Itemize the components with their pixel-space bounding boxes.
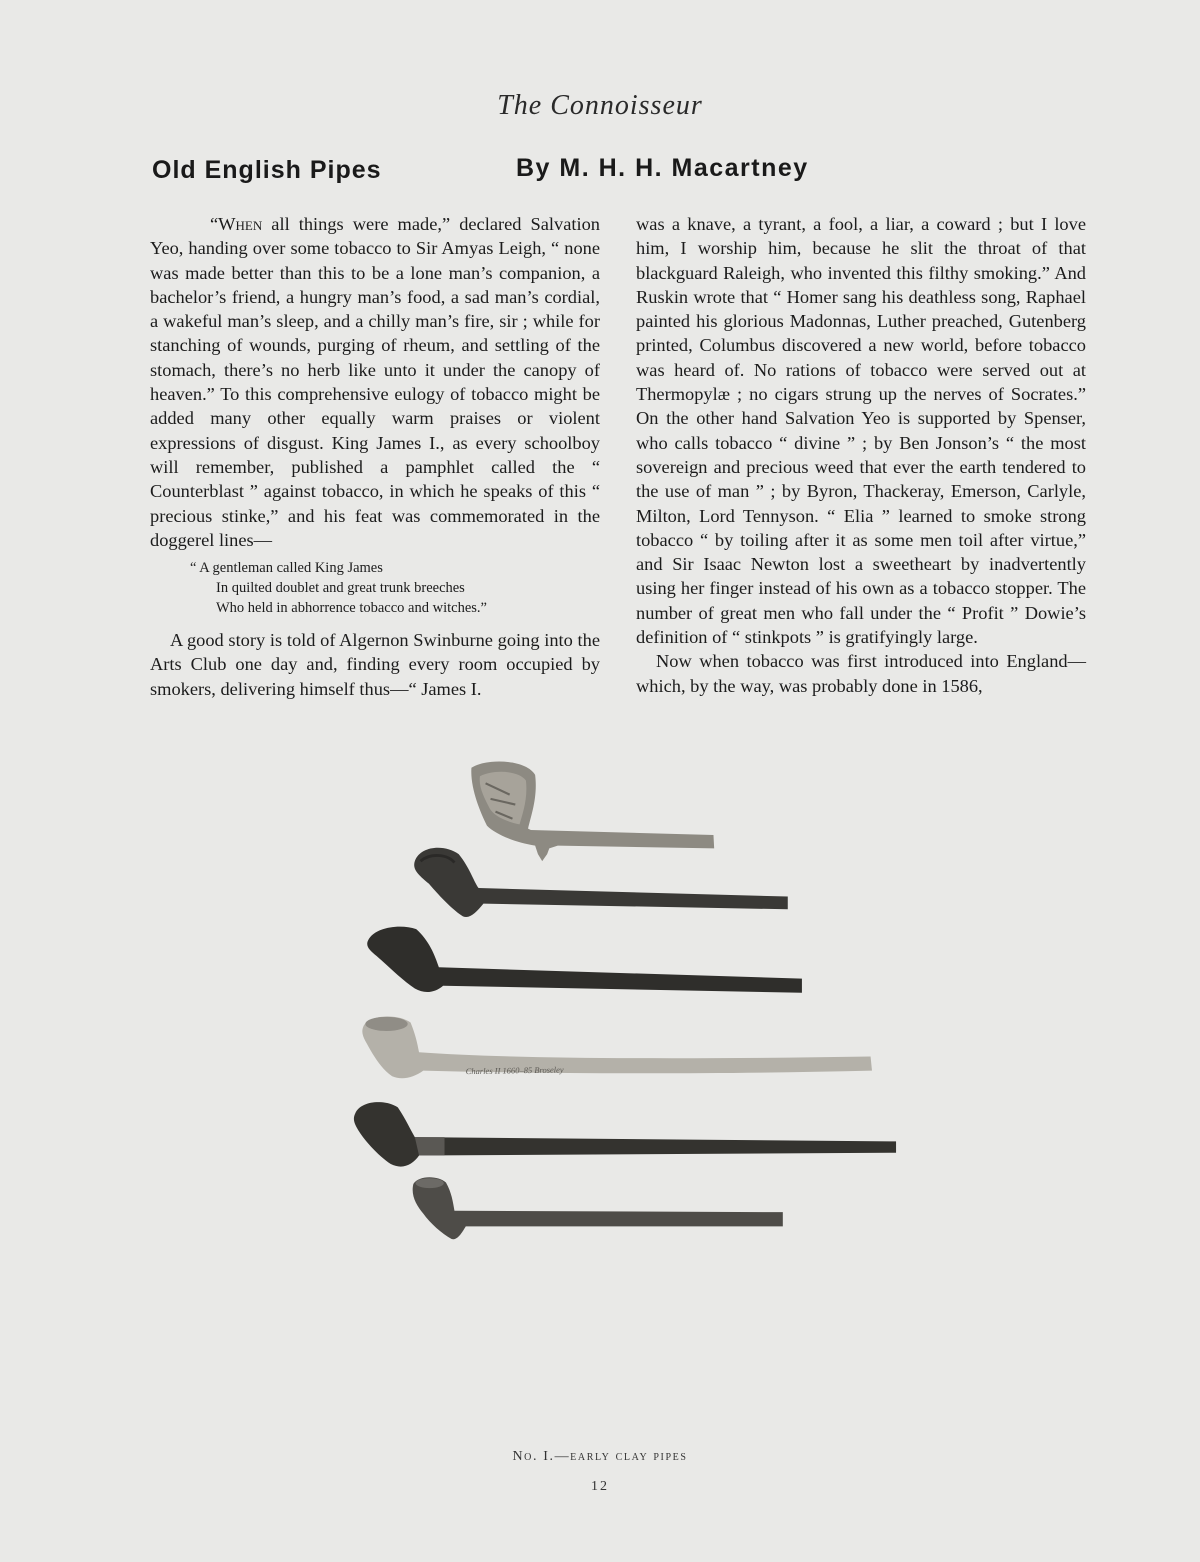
running-head: The Connoisseur <box>497 90 703 121</box>
verse-line-3: Who held in abhorrence tobacco and witches.” <box>216 600 487 617</box>
pipe-4 <box>362 1016 872 1078</box>
left-paragraph-1 <box>150 212 600 552</box>
pipe-6 <box>413 1177 783 1239</box>
right-paragraph-2: Now when tobacco was first introduced into England—which, by the way, was probably done in 1586, <box>636 651 1086 696</box>
pipe-inscription: Charles II 1660–85 Broseley <box>465 1064 564 1077</box>
pipe-2 <box>414 848 788 917</box>
right-column <box>636 212 1086 698</box>
left-paragraph-2: A good story is told of Algernon Swinburne going into the Arts Club one day and, finding every room occupied by smokers, delivering himself thus—“ James I. <box>150 630 600 699</box>
verse-line-1: “ A gentleman called King James <box>190 560 383 577</box>
drop-word: “When <box>210 214 263 234</box>
figure-caption <box>0 1449 1200 1465</box>
left-column <box>150 212 600 701</box>
verse-line-2: In quilted doublet and great trunk breeches <box>216 580 465 597</box>
figure-caption-text: No. I.—early clay pipes <box>512 1449 688 1464</box>
left-paragraph-1-text: all things were made,” declared Salvation Yeo, handing over some tobacco to Sir Amyas Leigh, “ none was made better than this to be a lone man’s companion, a bachelor’s friend, a hungry man’s food, a sad man’s cordial, a wakeful man’s sleep, and a chilly man’s fire, sir ; while for stanching of wounds, purging of rheum, and settling of the stomach, there’s no herb like unto it under the canopy of heaven.” To this comprehensive eulogy of tobacco might be added many other equally warm praises or violent expressions of disgust. King James I., as every schoolboy will remember, published a pamphlet called the “ Counterblast ” against tobacco, in which he speaks of this “ precious stinke,” and his feat was commemorated in the doggerel lines— <box>150 214 600 550</box>
byline: By M. H. H. Macartney <box>516 154 809 182</box>
pipe-3 <box>367 927 802 993</box>
pipe-5 <box>354 1102 896 1167</box>
article-title: Old English Pipes <box>152 156 382 184</box>
clay-pipes-figure <box>230 755 1020 1445</box>
verse-quotation <box>190 558 600 618</box>
page-number: 12 <box>591 1479 609 1494</box>
pipe-1 <box>471 761 714 861</box>
right-paragraph-1: was a knave, a tyrant, a fool, a liar, a coward ; but I love him, I worship him, because he slit the throat of that blackguard Raleigh, who invented this filthy smoking.” And Ruskin wrote that “ Homer sang his deathless song, Raphael painted his glorious Madonnas, Luther preached, Gutenberg printed, Columbus discovered a new world, before tobacco was heard of. No rations of tobacco were served out at Thermopylæ ; no cigars strung up the nerves of Socrates.” On the other hand Salvation Yeo is supported by Spenser, who calls tobacco “ divine ” ; by Ben Jonson’s “ the most sovereign and precious weed that ever the earth tendered to the use of man ” ; by Byron, Thackeray, Emerson, Carlyle, Milton, Lord Tennyson. “ Elia ” learned to smoke strong tobacco “ by toiling after it as some men toil after virtue,” and Sir Isaac Newton lost a sweetheart by inadvertently using her finger instead of his own as a tobacco stopper. The number of great men who fall under the “ Profit ” Dowie’s definition of “ stinkpots ” is gratifyingly large. <box>636 214 1086 648</box>
